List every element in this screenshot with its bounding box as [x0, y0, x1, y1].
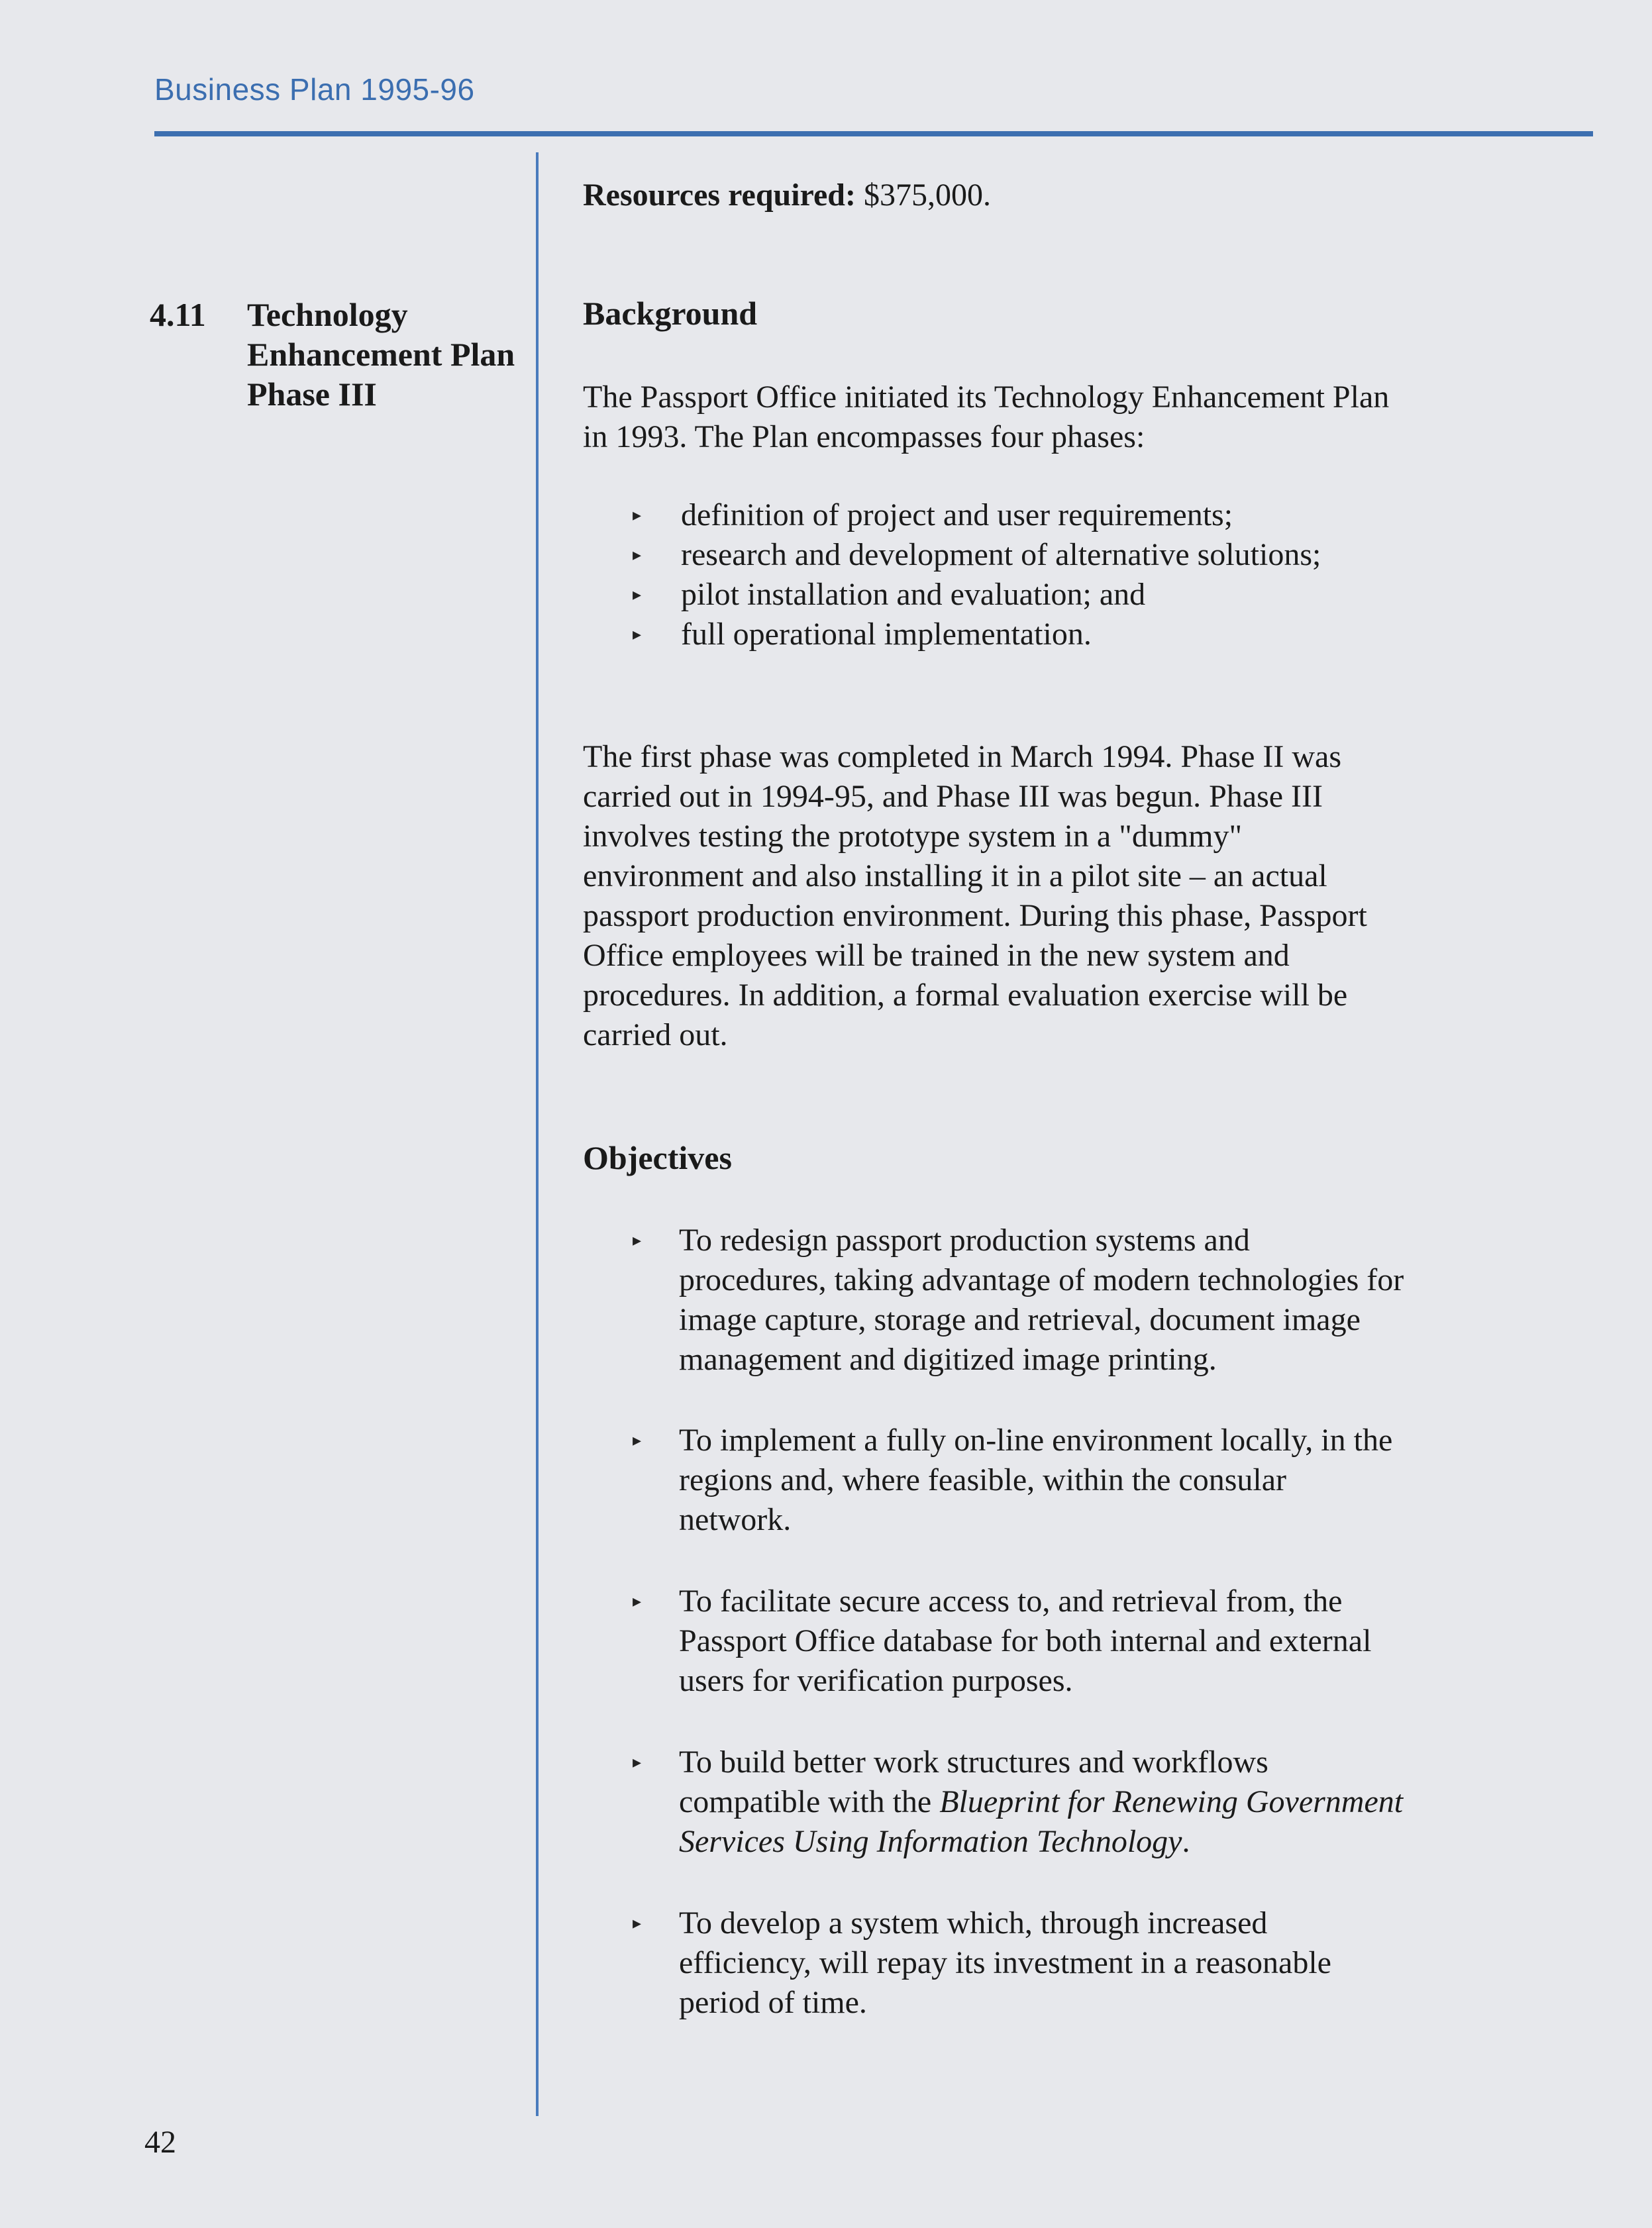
running-header: Business Plan 1995-96	[154, 72, 475, 107]
bullet-arrow-icon: ▸	[633, 1592, 642, 1611]
column-divider	[536, 152, 539, 2116]
bullet-arrow-icon: ▸	[633, 545, 642, 564]
objective-line: procedures, taking advantage of modern technologies for	[679, 1262, 1404, 1297]
paragraph-line: carried out in 1994-95, and Phase III was begun. Phase III	[583, 779, 1323, 814]
background-body	[583, 737, 1517, 1055]
bullet-arrow-icon: ▸	[633, 585, 642, 604]
list-item	[633, 1221, 1540, 1380]
list-item-text: pilot installation and evaluation; and	[681, 577, 1146, 612]
bullet-arrow-icon: ▸	[633, 1431, 642, 1450]
resources-required	[583, 176, 1510, 215]
list-item-text: research and development of alternative solutions;	[681, 537, 1321, 572]
objective-text: .	[1182, 1824, 1190, 1859]
objective-line: management and digitized image printing.	[679, 1342, 1217, 1377]
paragraph-line: The first phase was completed in March 1994. Phase II was	[583, 739, 1342, 774]
paragraph-line: involves testing the prototype system in a "dummy"	[583, 819, 1243, 854]
bullet-arrow-icon: ▸	[633, 1913, 642, 1933]
phase-list	[633, 495, 1321, 654]
objective-line: To implement a fully on-line environment locally, in the	[679, 1423, 1393, 1458]
paragraph-line: Office employees will be trained in the new system and	[583, 938, 1290, 973]
objective-line	[679, 1822, 1540, 1862]
objective-line: efficiency, will repay its investment in a reasonable	[679, 1945, 1331, 1980]
resources-label: Resources required:	[583, 177, 856, 213]
list-item	[633, 575, 1321, 615]
page-number: 42	[144, 2125, 176, 2160]
background-heading: Background	[583, 295, 758, 332]
section-number: 4.11	[150, 296, 206, 333]
objectives-heading: Objectives	[583, 1139, 732, 1176]
section-title-line: Technology	[247, 296, 408, 333]
objective-line	[679, 1782, 1540, 1822]
objective-line: To develop a system which, through increased	[679, 1905, 1268, 1941]
bullet-arrow-icon: ▸	[633, 1231, 642, 1250]
objective-line: Passport Office database for both internal and external	[679, 1623, 1372, 1658]
bullet-arrow-icon: ▸	[633, 505, 642, 525]
paragraph-line: in 1993. The Plan encompasses four phases:	[583, 419, 1145, 454]
objective-line: image capture, storage and retrieval, document image	[679, 1302, 1361, 1337]
objective-line: To redesign passport production systems and	[679, 1223, 1250, 1258]
list-item	[633, 535, 1321, 575]
objective-line: network.	[679, 1502, 792, 1537]
paragraph-line: passport production environment. During this phase, Passport	[583, 898, 1367, 933]
objective-line: users for verification purposes.	[679, 1663, 1073, 1698]
list-item	[633, 495, 1321, 535]
blueprint-title: Services Using Information Technology	[679, 1824, 1182, 1859]
list-item	[633, 615, 1321, 654]
paragraph-line: The Passport Office initiated its Technology Enhancement Plan	[583, 380, 1390, 415]
paragraph-line: carried out.	[583, 1017, 728, 1052]
section-title	[247, 295, 539, 414]
objective-text: compatible with the	[679, 1784, 940, 1819]
list-item	[633, 1903, 1540, 2023]
objective-line: regions and, where feasible, within the consular	[679, 1462, 1287, 1497]
bullet-arrow-icon: ▸	[633, 625, 642, 644]
list-item	[633, 1582, 1540, 1701]
section-title-line: Enhancement Plan	[247, 336, 515, 373]
blueprint-title: Blueprint for Renewing Government	[939, 1784, 1404, 1819]
objective-line: To facilitate secure access to, and retrieval from, the	[679, 1584, 1343, 1619]
objective-line: To build better work structures and workflows	[679, 1745, 1268, 1780]
background-intro	[583, 378, 1517, 457]
header-rule	[154, 131, 1593, 136]
objective-line: period of time.	[679, 1985, 867, 2020]
section-title-line: Phase III	[247, 376, 377, 413]
bullet-arrow-icon: ▸	[633, 1752, 642, 1772]
list-item	[633, 1421, 1540, 1540]
list-item-text: full operational implementation.	[681, 617, 1092, 652]
resources-value: $375,000.	[863, 177, 991, 213]
list-item-text: definition of project and user requirements;	[681, 497, 1233, 532]
list-item	[633, 1743, 1540, 1862]
paragraph-line: procedures. In addition, a formal evaluation exercise will be	[583, 978, 1348, 1013]
paragraph-line: environment and also installing it in a pilot site – an actual	[583, 858, 1327, 893]
